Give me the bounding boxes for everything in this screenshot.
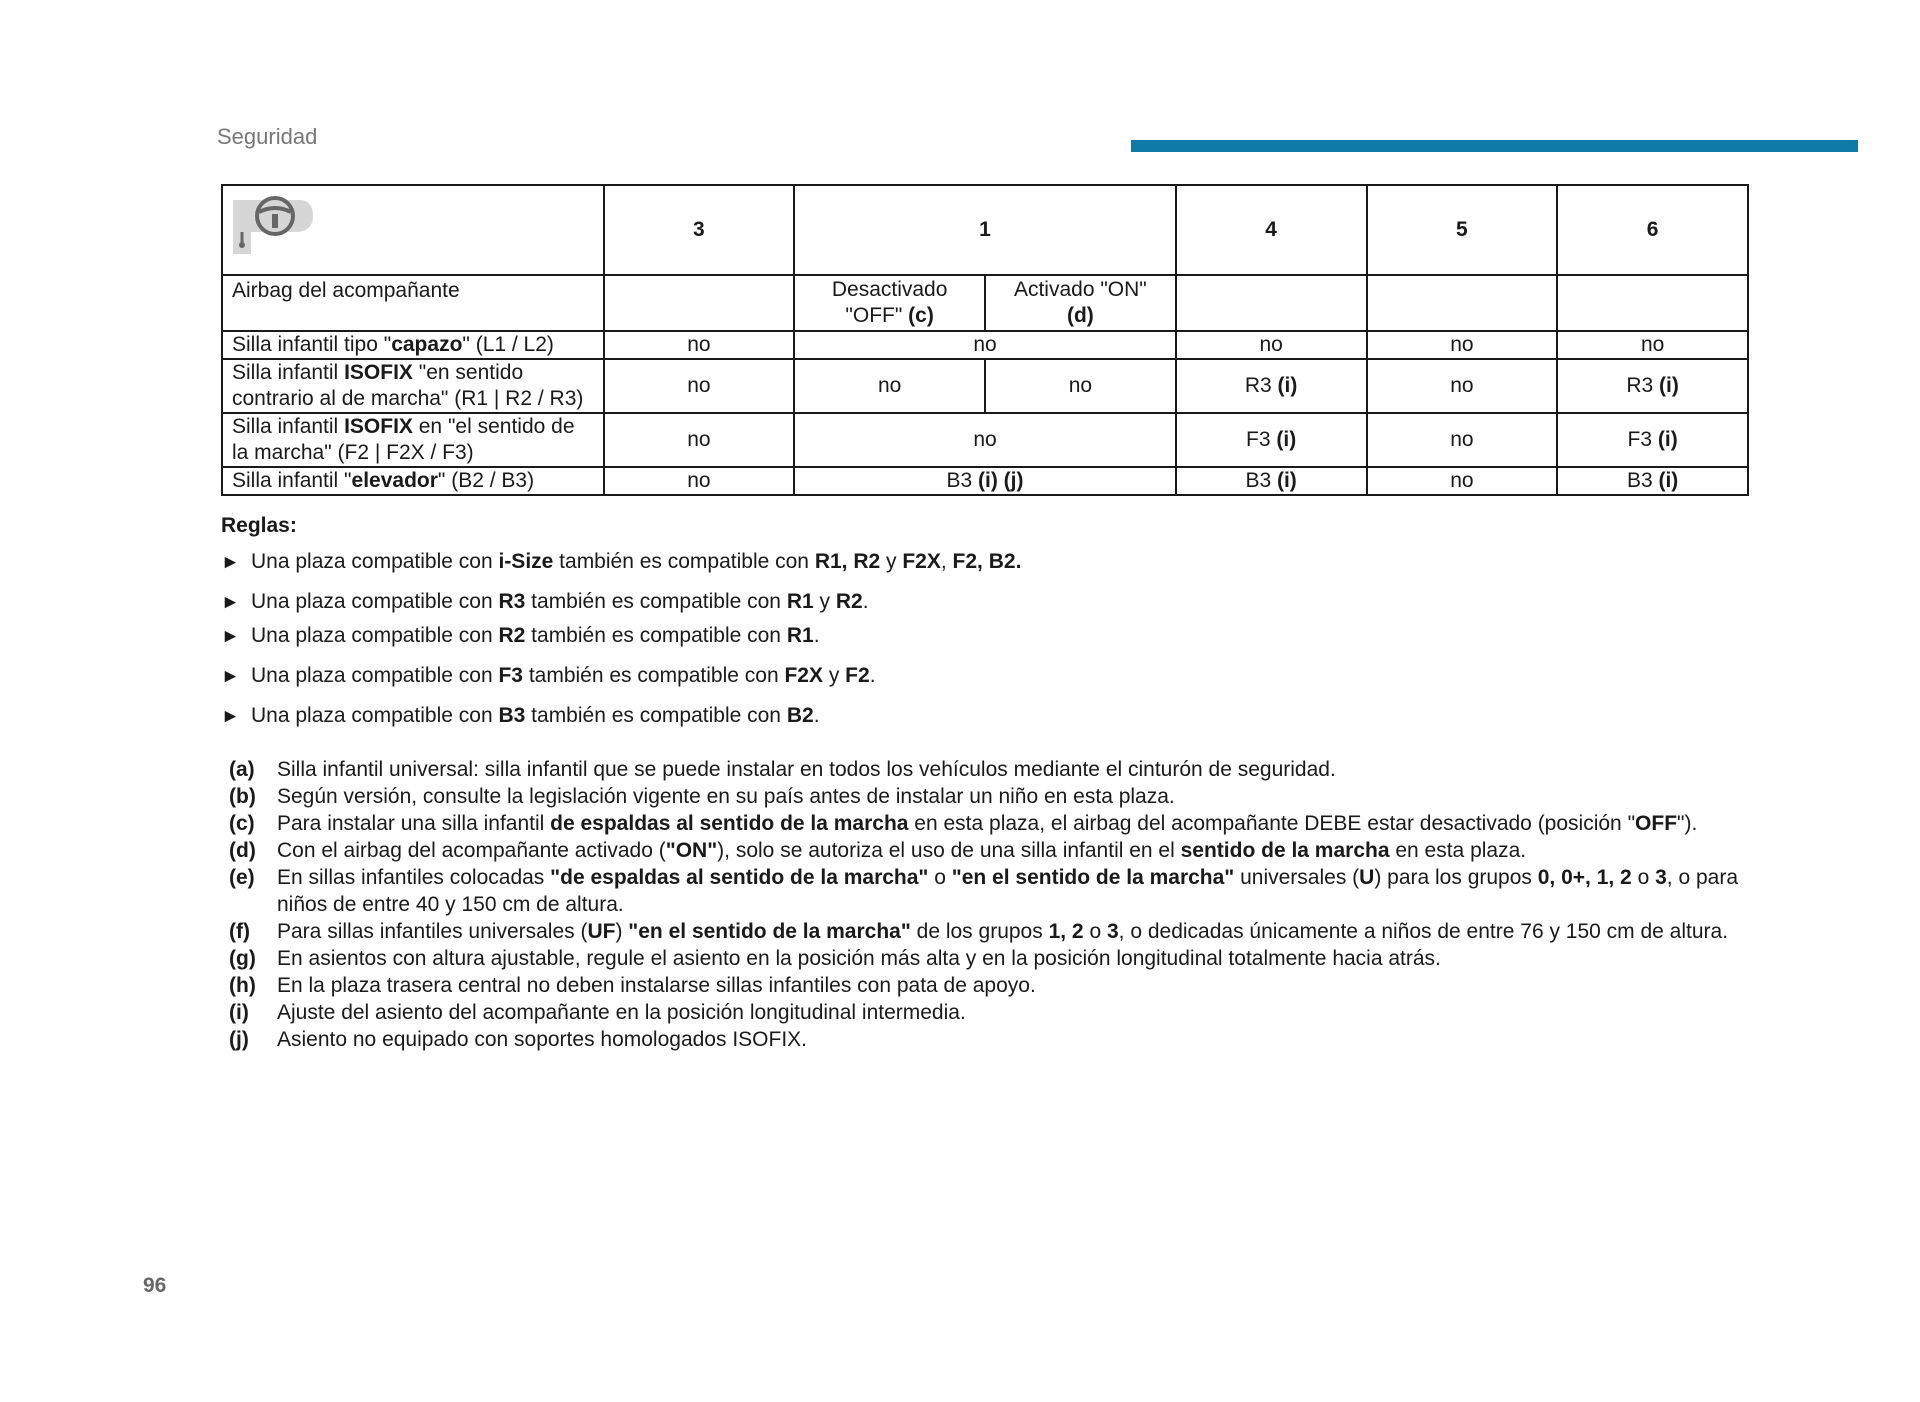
row-label-airbag: Airbag del acompañante [222,275,604,331]
cell-capazo-3: no [604,331,795,359]
table-corner-cell [222,185,604,275]
footnote-key: (e) [229,866,255,889]
table-row-isofix-rear [222,359,1748,413]
rule-item: ► Una plaza compatible con B3 también es compatible con B2. [221,704,820,727]
column-header-6: 6 [1557,185,1748,275]
steering-wheel-seat-icon [229,194,315,258]
cell-isofix-rear-4: R3 (i) [1176,359,1367,413]
section-accent-bar [1131,140,1858,152]
rule-item: ► Una plaza compatible con R2 también es compatible con R1. [221,624,820,647]
footnote-item [229,945,1749,972]
cell-airbag-6 [1557,275,1748,331]
cell-booster-4: B3 (i) [1176,467,1367,495]
cell-capazo-6: no [1557,331,1748,359]
arrow-right-icon: ► [221,626,240,647]
cell-isofix-rear-5: no [1367,359,1558,413]
cell-isofix-front-5: no [1367,413,1558,467]
cell-booster-1: B3 (i) (j) [794,467,1176,495]
rules-section [221,514,1751,744]
row-label-capazo: Silla infantil tipo "capazo" (L1 / L2) [222,331,604,359]
cell-isofix-front-4: F3 (i) [1176,413,1367,467]
page-number: 96 [143,1274,167,1297]
footnote-item [229,972,1749,999]
cell-isofix-rear-6: R3 (i) [1557,359,1748,413]
arrow-right-icon: ► [221,706,240,727]
footnote-text: Con el airbag del acompañante activado ("ON"), solo se autoriza el uso de una silla infantil en el sentido de la marcha en esta plaza. [277,839,1527,862]
footnote-text: Para instalar una silla infantil de espaldas al sentido de la marcha en esta plaza, el airbag del acompañante DEBE estar desactivado (posición "OFF"). [277,812,1698,835]
column-header-3: 3 [604,185,795,275]
footnote-key: (g) [229,947,256,970]
column-header-1: 1 [794,185,1176,275]
cell-capazo-4: no [1176,331,1367,359]
column-header-4: 4 [1176,185,1367,275]
footnote-key: (a) [229,758,255,781]
footnote-item [229,864,1749,918]
cell-capazo-5: no [1367,331,1558,359]
footnote-text: Según versión, consulte la legislación vigente en su país antes de instalar un niño en esta plaza. [277,785,1175,808]
cell-isofix-front-3: no [604,413,795,467]
row-label-isofix-front: Silla infantil ISOFIX en "el sentido de la marcha" (F2 | F2X / F3) [222,413,604,467]
cell-isofix-front-1: no [794,413,1176,467]
arrow-right-icon: ► [221,592,240,613]
cell-isofix-rear-1-on: no [985,359,1176,413]
cell-booster-3: no [604,467,795,495]
column-header-5: 5 [1367,185,1558,275]
footnote-text: En sillas infantiles colocadas "de espaldas al sentido de la marcha" o "en el sentido de la marcha" universales (U) para los grupos 0, 0+, 1, 2 o 3, o para niños de entre 40 y 150 cm de altura. [277,866,1739,916]
rules-title: Reglas: [221,514,297,537]
footnote-key: (b) [229,785,256,808]
cell-capazo-1: no [794,331,1176,359]
rule-item: ► Una plaza compatible con F3 también es compatible con F2X y F2. [221,664,876,687]
cell-airbag-3 [604,275,795,331]
footnote-text: Asiento no equipado con soportes homologados ISOFIX. [277,1028,808,1051]
footnote-item [229,999,1749,1026]
footnotes-list [229,756,1749,1053]
cell-booster-5: no [1367,467,1558,495]
footnote-key: (c) [229,812,255,835]
footnote-key: (j) [229,1028,249,1051]
cell-airbag-on: Activado "ON" (d) [985,275,1176,331]
section-title: Seguridad [217,124,318,149]
child-seat-compatibility-table [221,184,1749,496]
table-row-isofix-front [222,413,1748,467]
rule-item: ► Una plaza compatible con i-Size también es compatible con R1, R2 y F2X, F2, B2. [221,550,1022,573]
arrow-right-icon: ► [221,552,240,573]
footnote-text: Ajuste del asiento del acompañante en la posición longitudinal intermedia. [277,1001,966,1024]
footnote-text: En la plaza trasera central no deben instalarse sillas infantiles con pata de apoyo. [277,974,1036,997]
cell-booster-6: B3 (i) [1557,467,1748,495]
rule-item: ► Una plaza compatible con R3 también es compatible con R1 y R2. [221,590,869,613]
footnote-item [229,918,1749,945]
footnote-item [229,783,1749,810]
row-label-booster: Silla infantil "elevador" (B2 / B3) [222,467,604,495]
footnote-key: (f) [229,920,250,943]
cell-airbag-4 [1176,275,1367,331]
footnote-text: En asientos con altura ajustable, regule el asiento en la posición más alta y en la posición longitudinal totalmente hacia atrás. [277,947,1441,970]
table-row-airbag [222,275,1748,331]
table-header-row [222,185,1748,275]
table-row-booster [222,467,1748,495]
footnote-item [229,810,1749,837]
cell-isofix-rear-3: no [604,359,795,413]
row-label-isofix-rear: Silla infantil ISOFIX "en sentido contrario al de marcha" (R1 | R2 / R3) [222,359,604,413]
cell-isofix-rear-1-off: no [794,359,985,413]
cell-airbag-off: Desactivado "OFF" (c) [794,275,985,331]
footnote-text: Silla infantil universal: silla infantil que se puede instalar en todos los vehículos mediante el cinturón de seguridad. [277,758,1336,781]
footnote-key: (d) [229,839,256,862]
footnote-text: Para sillas infantiles universales (UF) "en el sentido de la marcha" de los grupos 1, 2 o 3, o dedicadas únicamente a niños de entre 76 y 150 cm de altura. [277,920,1729,943]
footnote-key: (i) [229,1001,249,1024]
footnote-key: (h) [229,974,256,997]
footnote-item [229,756,1749,783]
cell-isofix-front-6: F3 (i) [1557,413,1748,467]
footnote-item [229,837,1749,864]
footnote-item [229,1026,1749,1053]
arrow-right-icon: ► [221,666,240,687]
table-row-capazo [222,331,1748,359]
cell-airbag-5 [1367,275,1558,331]
